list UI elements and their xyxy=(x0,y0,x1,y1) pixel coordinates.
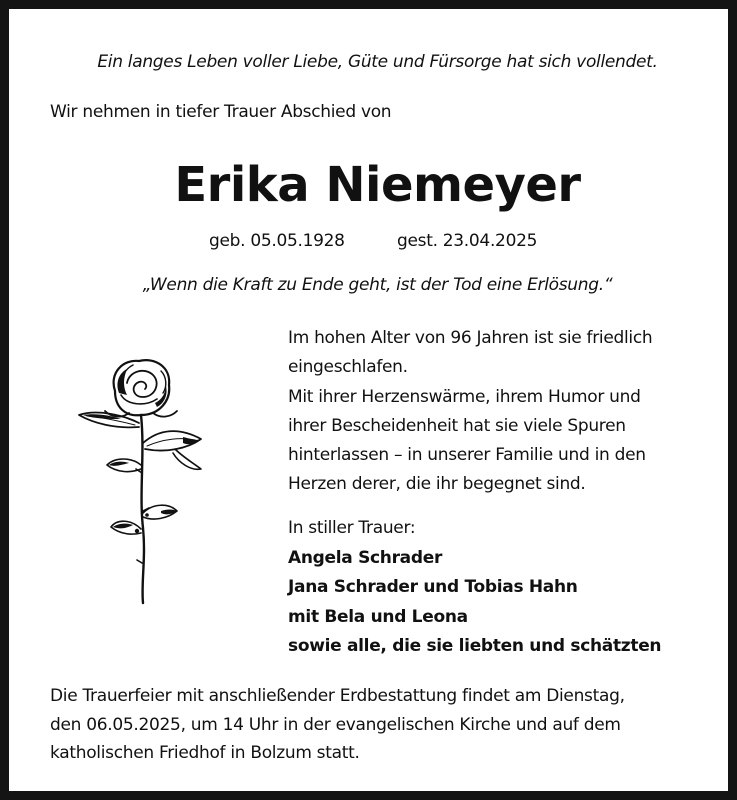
birth-date: geb. 05.05.1928 xyxy=(209,231,345,251)
obituary-text xyxy=(288,324,708,500)
mourner-name: sowie alle, die sie liebten und schätzten xyxy=(288,636,662,656)
text-line: ihrer Bescheidenheit hat sie viele Spuren xyxy=(288,415,626,436)
mourner-name: mit Bela und Leona xyxy=(288,606,468,627)
text-line: Mit ihrer Herzenswärme, ihrem Humor und xyxy=(288,386,641,407)
death-date: gest. 23.04.2025 xyxy=(397,231,538,251)
service-line: katholischen Friedhof in Bolzum statt. xyxy=(50,743,360,763)
mourner-name: Angela Schrader xyxy=(288,547,443,568)
farewell-line: Wir nehmen in tiefer Trauer Abschied von xyxy=(50,102,392,122)
text-line: Im hohen Alter von 96 Jahren ist sie friedlich xyxy=(288,328,653,348)
rose-icon xyxy=(75,353,207,605)
mourners-label: In stiller Trauer: xyxy=(288,518,416,538)
mourners-block xyxy=(288,514,708,662)
service-line: Die Trauerfeier mit anschließender Erdbestattung findet am Dienstag, xyxy=(50,686,625,706)
memorial-quote: „Wenn die Kraft zu Ende geht, ist der Tod eine Erlösung.“ xyxy=(142,275,613,295)
text-line: eingeschlafen. xyxy=(288,357,408,378)
service-line: den 06.05.2025, um 14 Uhr in der evangelischen Kirche und auf dem xyxy=(50,714,621,735)
intro-line: Ein langes Leben voller Liebe, Güte und Fürsorge hat sich vollendet. xyxy=(97,52,658,72)
text-line: Herzen derer, die ihr begegnet sind. xyxy=(288,474,586,495)
deceased-name: Erika Niemeyer xyxy=(174,157,581,213)
funeral-service-info xyxy=(50,682,720,768)
mourner-name: Jana Schrader und Tobias Hahn xyxy=(288,577,578,597)
text-line: hinterlassen – in unserer Familie und in den xyxy=(288,445,646,466)
